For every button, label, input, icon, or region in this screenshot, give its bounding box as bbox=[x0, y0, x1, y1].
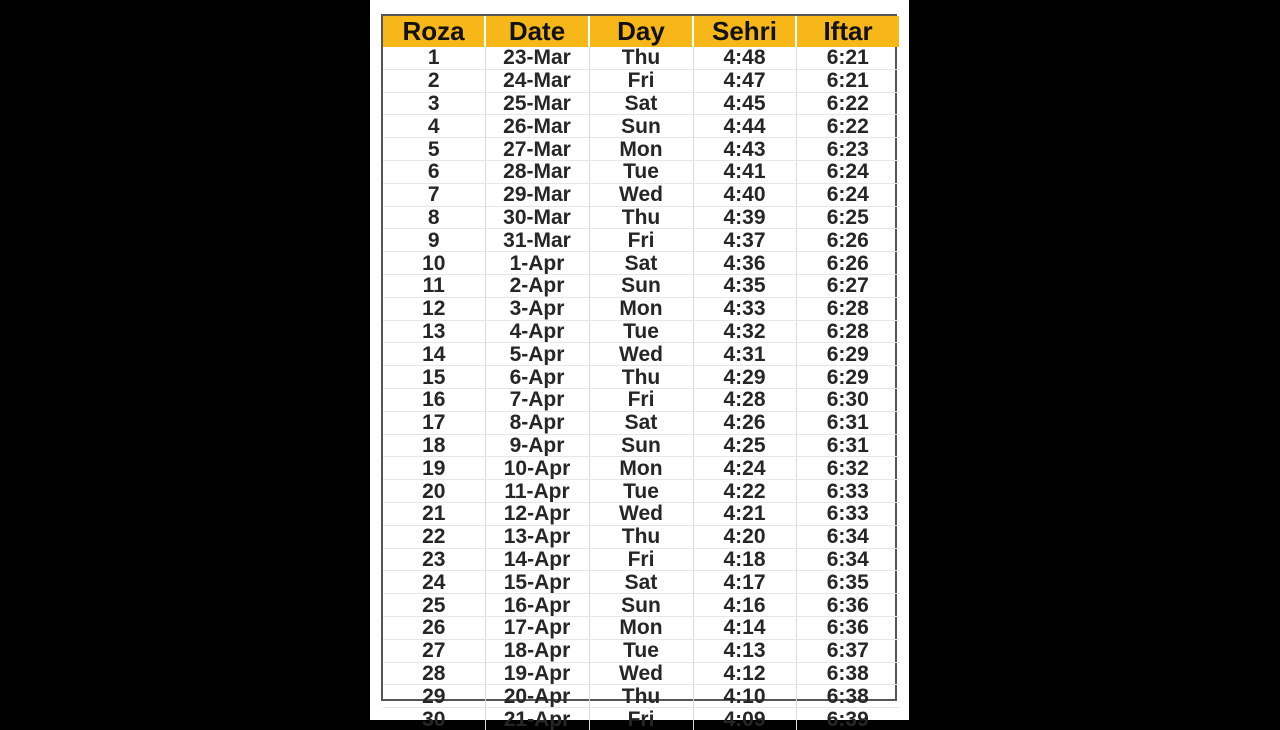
table-row bbox=[383, 616, 899, 639]
table-row bbox=[383, 662, 899, 685]
sehri-time-cell: 4:17 bbox=[693, 571, 796, 594]
table-row bbox=[383, 594, 899, 617]
date-cell: 10-Apr bbox=[485, 457, 589, 480]
table-row bbox=[383, 206, 899, 229]
iftar-time-cell: 6:34 bbox=[796, 548, 899, 571]
sehri-time-cell: 4:45 bbox=[693, 92, 796, 115]
date-cell: 16-Apr bbox=[485, 594, 589, 617]
roza-number-cell: 12 bbox=[383, 297, 485, 320]
sehri-time-cell: 4:47 bbox=[693, 69, 796, 92]
roza-number-cell: 17 bbox=[383, 411, 485, 434]
iftar-time-cell: 6:25 bbox=[796, 206, 899, 229]
table-row bbox=[383, 434, 899, 457]
iftar-time-cell: 6:33 bbox=[796, 480, 899, 503]
iftar-time-cell: 6:39 bbox=[826, 707, 869, 730]
day-cell: Wed bbox=[589, 502, 693, 525]
roza-number-cell: 1 bbox=[383, 47, 485, 69]
date-cell: 26-Mar bbox=[485, 115, 589, 138]
table-row bbox=[383, 138, 899, 161]
table-body bbox=[383, 47, 899, 730]
day-cell: Thu bbox=[589, 366, 693, 389]
sehri-time-cell: 4:39 bbox=[693, 206, 796, 229]
iftar-time-cell: 6:36 bbox=[796, 594, 899, 617]
sehri-time-cell: 4:44 bbox=[693, 115, 796, 138]
iftar-time-cell: 6:26 bbox=[796, 252, 899, 275]
roza-number-cell: 8 bbox=[383, 206, 485, 229]
date-cell: 11-Apr bbox=[485, 480, 589, 503]
sehri-time-cell: 4:24 bbox=[693, 457, 796, 480]
iftar-time-cell: 6:36 bbox=[796, 616, 899, 639]
iftar-time-cell: 6:33 bbox=[796, 502, 899, 525]
day-cell: Fri bbox=[589, 548, 693, 571]
table-row bbox=[383, 525, 899, 548]
roza-number-cell: 25 bbox=[383, 594, 485, 617]
date-cell: 21-Apr bbox=[485, 708, 589, 730]
day-cell: Tue bbox=[589, 639, 693, 662]
iftar-time-cell: 6:28 bbox=[796, 320, 899, 343]
roza-number-cell: 23 bbox=[383, 548, 485, 571]
sehri-time-cell: 4:48 bbox=[693, 47, 796, 69]
sehri-time-cell: 4:29 bbox=[693, 366, 796, 389]
date-cell: 25-Mar bbox=[485, 92, 589, 115]
sehri-time-cell: 4:28 bbox=[693, 388, 796, 411]
iftar-time-cell: 6:35 bbox=[796, 571, 899, 594]
iftar-time-cell: 6:32 bbox=[796, 457, 899, 480]
roza-number-cell: 6 bbox=[383, 160, 485, 183]
day-cell: Sat bbox=[589, 92, 693, 115]
sehri-time-cell: 4:32 bbox=[693, 320, 796, 343]
day-cell: Sun bbox=[589, 434, 693, 457]
date-cell: 13-Apr bbox=[485, 525, 589, 548]
iftar-time-cell: 6:28 bbox=[796, 297, 899, 320]
date-cell: 8-Apr bbox=[485, 411, 589, 434]
date-cell: 14-Apr bbox=[485, 548, 589, 571]
iftar-time-cell: 6:24 bbox=[796, 160, 899, 183]
table-row bbox=[383, 457, 899, 480]
iftar-time-cell: 6:30 bbox=[796, 388, 899, 411]
iftar-time-cell: 6:22 bbox=[796, 115, 899, 138]
table-row bbox=[383, 160, 899, 183]
roza-number-cell: 3 bbox=[383, 92, 485, 115]
sehri-time-cell: 4:37 bbox=[693, 229, 796, 252]
roza-number-cell: 20 bbox=[383, 480, 485, 503]
sehri-time-cell: 4:40 bbox=[693, 183, 796, 206]
sehri-time-cell: 4:25 bbox=[693, 434, 796, 457]
day-cell: Tue bbox=[589, 480, 693, 503]
day-cell: Fri bbox=[589, 388, 693, 411]
day-cell: Tue bbox=[589, 160, 693, 183]
ramadan-timetable bbox=[381, 14, 897, 730]
day-cell: Sat bbox=[589, 411, 693, 434]
date-cell: 7-Apr bbox=[485, 388, 589, 411]
roza-number-cell: 30 bbox=[383, 708, 485, 730]
date-cell: 9-Apr bbox=[485, 434, 589, 457]
sehri-time-cell: 4:14 bbox=[693, 616, 796, 639]
iftar-time-cell: 6:22 bbox=[796, 92, 899, 115]
roza-number-cell: 21 bbox=[383, 502, 485, 525]
roza-number-cell: 18 bbox=[383, 434, 485, 457]
date-cell: 17-Apr bbox=[485, 616, 589, 639]
date-cell: 3-Apr bbox=[485, 297, 589, 320]
day-cell: Thu bbox=[589, 685, 693, 708]
header-iftar: Iftar bbox=[796, 16, 899, 47]
table-row bbox=[383, 343, 899, 366]
iftar-time-cell: 6:37 bbox=[796, 639, 899, 662]
date-cell: 29-Mar bbox=[485, 183, 589, 206]
day-cell: Mon bbox=[589, 138, 693, 161]
date-cell: 2-Apr bbox=[485, 274, 589, 297]
table-row bbox=[383, 411, 899, 434]
sehri-time-cell: 4:26 bbox=[693, 411, 796, 434]
table-row bbox=[383, 274, 899, 297]
table-row bbox=[383, 502, 899, 525]
roza-number-cell: 27 bbox=[383, 639, 485, 662]
header-date: Date bbox=[485, 16, 589, 47]
date-cell: 27-Mar bbox=[485, 138, 589, 161]
header-sehri: Sehri bbox=[693, 16, 796, 47]
roza-number-cell: 14 bbox=[383, 343, 485, 366]
date-cell: 31-Mar bbox=[485, 229, 589, 252]
date-cell: 28-Mar bbox=[485, 160, 589, 183]
roza-number-cell: 26 bbox=[383, 616, 485, 639]
roza-number-cell: 5 bbox=[383, 138, 485, 161]
table-row bbox=[383, 47, 899, 69]
sehri-time-cell: 4:09 bbox=[693, 708, 796, 730]
roza-number-cell: 10 bbox=[383, 252, 485, 275]
day-cell: Wed bbox=[589, 183, 693, 206]
day-cell: Sun bbox=[589, 594, 693, 617]
table-header bbox=[383, 16, 899, 47]
day-cell: Wed bbox=[589, 662, 693, 685]
roza-number-cell: 2 bbox=[383, 69, 485, 92]
day-cell: Sat bbox=[589, 252, 693, 275]
sehri-time-cell: 4:18 bbox=[693, 548, 796, 571]
date-cell: 15-Apr bbox=[485, 571, 589, 594]
roza-number-cell: 29 bbox=[383, 685, 485, 708]
date-cell: 30-Mar bbox=[485, 206, 589, 229]
sehri-time-cell: 4:35 bbox=[693, 274, 796, 297]
table-row bbox=[383, 297, 899, 320]
date-cell: 6-Apr bbox=[485, 366, 589, 389]
roza-number-cell: 13 bbox=[383, 320, 485, 343]
day-cell: Sat bbox=[589, 571, 693, 594]
sehri-time-cell: 4:10 bbox=[693, 685, 796, 708]
date-cell: 12-Apr bbox=[485, 502, 589, 525]
sehri-time-cell: 4:31 bbox=[693, 343, 796, 366]
day-cell: Fri bbox=[589, 229, 693, 252]
roza-number-cell: 7 bbox=[383, 183, 485, 206]
date-cell: 20-Apr bbox=[485, 685, 589, 708]
header-roza: Roza bbox=[383, 16, 485, 47]
day-cell: Thu bbox=[589, 525, 693, 548]
sehri-time-cell: 4:13 bbox=[693, 639, 796, 662]
sehri-time-cell: 4:16 bbox=[693, 594, 796, 617]
day-cell: Sun bbox=[589, 115, 693, 138]
date-cell: 5-Apr bbox=[485, 343, 589, 366]
iftar-time-cell: 6:26 bbox=[796, 229, 899, 252]
day-cell: Mon bbox=[589, 616, 693, 639]
sehri-time-cell: 4:36 bbox=[693, 252, 796, 275]
header-row bbox=[383, 16, 899, 47]
timetable-table bbox=[383, 16, 899, 730]
date-cell: 4-Apr bbox=[485, 320, 589, 343]
roza-number-cell: 24 bbox=[383, 571, 485, 594]
date-cell: 24-Mar bbox=[485, 69, 589, 92]
document-page bbox=[370, 0, 909, 730]
table-row bbox=[383, 571, 899, 594]
roza-number-cell: 19 bbox=[383, 457, 485, 480]
day-cell: Thu bbox=[589, 47, 693, 69]
roza-number-cell: 11 bbox=[383, 274, 485, 297]
table-row bbox=[383, 366, 899, 389]
date-cell: 18-Apr bbox=[485, 639, 589, 662]
table-row bbox=[383, 252, 899, 275]
roza-number-cell: 22 bbox=[383, 525, 485, 548]
date-cell: 23-Mar bbox=[485, 47, 589, 69]
header-day: Day bbox=[589, 16, 693, 47]
iftar-time-cell: 6:38 bbox=[796, 662, 899, 685]
iftar-time-cell: 6:23 bbox=[796, 138, 899, 161]
iftar-time-cell: 6:24 bbox=[796, 183, 899, 206]
sehri-time-cell: 4:21 bbox=[693, 502, 796, 525]
iftar-time-cell: 6:38 bbox=[796, 685, 899, 708]
iftar-time-cell: 6:31 bbox=[796, 411, 899, 434]
table-row bbox=[383, 708, 899, 730]
table-row bbox=[383, 480, 899, 503]
day-cell: Fri bbox=[589, 69, 693, 92]
table-row bbox=[383, 639, 899, 662]
day-cell: Mon bbox=[589, 457, 693, 480]
sehri-time-cell: 4:12 bbox=[693, 662, 796, 685]
day-cell: Mon bbox=[589, 297, 693, 320]
iftar-time-cell: 6:27 bbox=[796, 274, 899, 297]
sehri-time-cell: 4:33 bbox=[693, 297, 796, 320]
table-row bbox=[383, 548, 899, 571]
roza-number-cell: 9 bbox=[383, 229, 485, 252]
date-cell: 19-Apr bbox=[485, 662, 589, 685]
iftar-time-cell: 6:21 bbox=[796, 47, 899, 69]
table-row bbox=[383, 685, 899, 708]
table-row bbox=[383, 229, 899, 252]
roza-number-cell: 28 bbox=[383, 662, 485, 685]
iftar-time-cell: 6:29 bbox=[796, 343, 899, 366]
table-row bbox=[383, 92, 899, 115]
table-row bbox=[383, 320, 899, 343]
roza-number-cell: 15 bbox=[383, 366, 485, 389]
sehri-time-cell: 4:20 bbox=[693, 525, 796, 548]
iftar-time-cell: 6:21 bbox=[796, 69, 899, 92]
table-row bbox=[383, 69, 899, 92]
day-cell: Sun bbox=[589, 274, 693, 297]
sehri-time-cell: 4:41 bbox=[693, 160, 796, 183]
day-cell: Tue bbox=[589, 320, 693, 343]
roza-number-cell: 16 bbox=[383, 388, 485, 411]
table-row bbox=[383, 388, 899, 411]
date-cell: 1-Apr bbox=[485, 252, 589, 275]
sehri-time-cell: 4:43 bbox=[693, 138, 796, 161]
iftar-time-cell: 6:34 bbox=[796, 525, 899, 548]
sehri-time-cell: 4:22 bbox=[693, 480, 796, 503]
iftar-time-cell: 6:29 bbox=[796, 366, 899, 389]
roza-number-cell: 4 bbox=[383, 115, 485, 138]
iftar-time-cell: 6:31 bbox=[796, 434, 899, 457]
day-cell: Thu bbox=[589, 206, 693, 229]
day-cell: Fri bbox=[589, 708, 693, 730]
table-row bbox=[383, 115, 899, 138]
table-row bbox=[383, 183, 899, 206]
day-cell: Wed bbox=[589, 343, 693, 366]
